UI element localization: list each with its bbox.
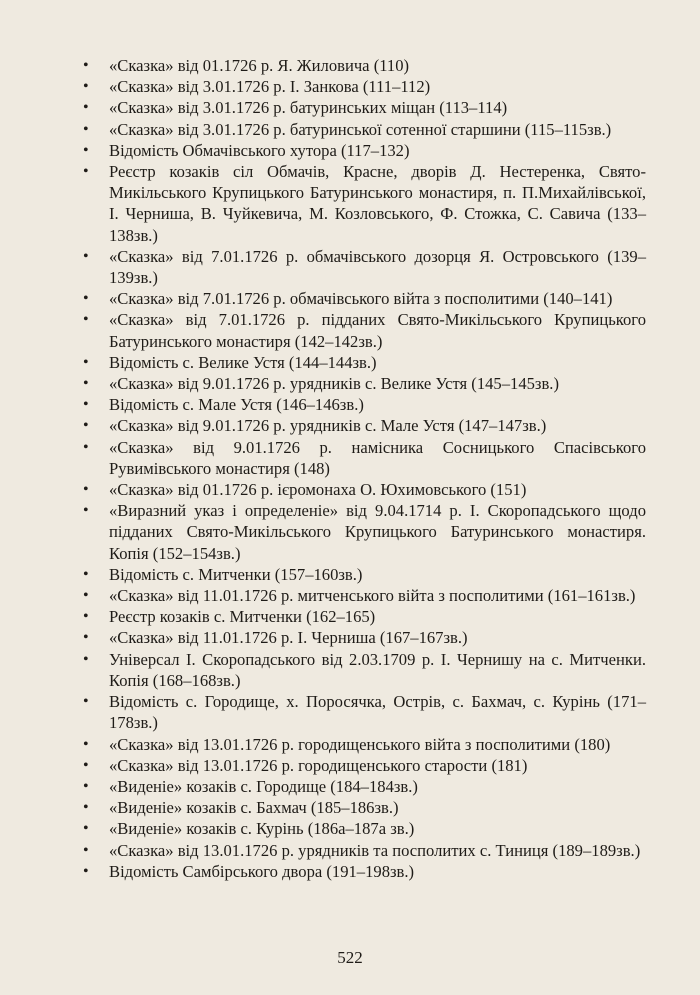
bullet-icon: • bbox=[83, 78, 89, 96]
entry-text: «Виразний указ і определеніе» від 9.04.1714 р. І. Скоропадського щодо підданих Свято-Микільського Крупицького Батуринського монастиря. Копія (152–154зв.) bbox=[109, 501, 646, 563]
entry-text: Реєстр козаків сіл Обмачів, Красне, дворів Д. Нестеренка, Свято-Микільського Крупицького Батуринського монастиря, п. П.Михайлівської, І. Черниша, В. Чуйкевича, М. Козловського, Ф. Стожка, С. Савича (133–138зв.) bbox=[109, 162, 646, 245]
entry-text: Відомість с. Мале Устя (146–146зв.) bbox=[109, 395, 364, 415]
entry-text: «Сказка» від 13.01.1726 р. городищенського війта з посполитими (180) bbox=[109, 734, 611, 754]
entry-text: «Сказка» від 3.01.1726 р. батуринських міщан (113–114) bbox=[109, 98, 508, 118]
list-item bbox=[0, 776, 700, 797]
bullet-icon: • bbox=[83, 502, 89, 520]
bullet-icon: • bbox=[83, 163, 89, 181]
entry-text: «Сказка» від 3.01.1726 р. І. Занкова (111–112) bbox=[109, 77, 431, 97]
list-item bbox=[0, 564, 700, 585]
list-item bbox=[0, 97, 700, 118]
page-number: 522 bbox=[337, 948, 363, 967]
bullet-icon: • bbox=[83, 693, 89, 711]
bullet-icon: • bbox=[83, 375, 89, 393]
bullet-icon: • bbox=[83, 777, 89, 795]
list-item bbox=[0, 861, 700, 882]
list-item bbox=[0, 691, 700, 733]
list-item bbox=[0, 394, 700, 415]
list-item bbox=[0, 288, 700, 309]
bullet-icon: • bbox=[83, 99, 89, 117]
bullet-icon: • bbox=[83, 120, 89, 138]
bullet-icon: • bbox=[83, 481, 89, 499]
bullet-icon: • bbox=[83, 650, 89, 668]
list-item bbox=[0, 161, 700, 246]
list-item bbox=[0, 352, 700, 373]
bullet-icon: • bbox=[83, 608, 89, 626]
bullet-icon: • bbox=[83, 756, 89, 774]
list-item bbox=[0, 373, 700, 394]
list-item bbox=[0, 140, 700, 161]
entry-text: Універсал І. Скоропадського від 2.03.1709 р. І. Чернишу на с. Митченки. Копія (168–168зв.) bbox=[109, 649, 646, 690]
list-item bbox=[0, 309, 700, 351]
entry-text: Відомість Самбірського двора (191–198зв.) bbox=[109, 861, 415, 881]
bullet-icon: • bbox=[83, 841, 89, 859]
list-item bbox=[0, 500, 700, 564]
list-item bbox=[0, 627, 700, 648]
entry-text: «Виденіе» козаків с. Городище (184–184зв.) bbox=[109, 776, 418, 796]
entry-text: «Сказка» від 7.01.1726 р. підданих Свято-Микільського Крупицького Батуринського монастиря (142–142зв.) bbox=[109, 310, 646, 351]
bullet-icon: • bbox=[83, 141, 89, 159]
bullet-icon: • bbox=[83, 247, 89, 265]
entry-text: «Виденіе» козаків с. Бахмач (185–186зв.) bbox=[109, 798, 399, 818]
bullet-icon: • bbox=[83, 417, 89, 435]
list-item bbox=[0, 797, 700, 818]
entry-text: «Сказка» від 7.01.1726 р. обмачівського дозорця Я. Островського (139–139зв.) bbox=[109, 246, 646, 288]
bullet-icon: • bbox=[83, 820, 89, 838]
entry-text: «Сказка» від 13.01.1726 р. урядників та посполитих с. Тиниця (189–189зв.) bbox=[109, 840, 641, 860]
bullet-icon: • bbox=[83, 438, 89, 456]
entry-text: «Виденіе» козаків с. Курінь (186а–187а зв.) bbox=[109, 819, 415, 839]
list-item bbox=[0, 119, 700, 140]
bullet-icon: • bbox=[83, 587, 89, 605]
entry-text: «Сказка» від 9.01.1726 р. урядників с. Велике Устя (145–145зв.) bbox=[109, 374, 559, 394]
bullet-icon: • bbox=[83, 799, 89, 817]
list-item bbox=[0, 606, 700, 627]
bullet-icon: • bbox=[83, 290, 89, 308]
bullet-icon: • bbox=[83, 353, 89, 371]
entry-text: «Сказка» від 01.1726 р. Я. Жиловича (110) bbox=[109, 56, 410, 75]
archive-entry-list bbox=[0, 55, 700, 882]
bullet-icon: • bbox=[83, 629, 89, 647]
list-item bbox=[0, 76, 700, 97]
entry-text: «Сказка» від 11.01.1726 р. митченського війта з посполитими (161–161зв.) bbox=[109, 586, 636, 606]
list-item bbox=[0, 649, 700, 691]
bullet-icon: • bbox=[83, 735, 89, 753]
list-item bbox=[0, 734, 700, 755]
entry-text: Відомість с. Митченки (157–160зв.) bbox=[109, 564, 363, 584]
list-item bbox=[0, 415, 700, 436]
list-item bbox=[0, 479, 700, 500]
entry-text: Відомість с. Городище, х. Поросячка, Острів, с. Бахмач, с. Курінь (171–178зв.) bbox=[109, 692, 646, 733]
entry-text: «Сказка» від 13.01.1726 р. городищенського старости (181) bbox=[109, 755, 528, 775]
list-item bbox=[0, 55, 700, 76]
entry-text: «Сказка» від 7.01.1726 р. обмачівського війта з посполитими (140–141) bbox=[109, 289, 613, 309]
list-item bbox=[0, 818, 700, 839]
list-item bbox=[0, 585, 700, 606]
bullet-icon: • bbox=[83, 862, 89, 880]
bullet-icon: • bbox=[83, 396, 89, 414]
entry-text: «Сказка» від 11.01.1726 р. І. Черниша (167–167зв.) bbox=[109, 628, 468, 648]
list-item bbox=[0, 246, 700, 288]
bullet-icon: • bbox=[83, 565, 89, 583]
entry-text: Відомість с. Велике Устя (144–144зв.) bbox=[109, 352, 377, 372]
entry-text: «Сказка» від 9.01.1726 р. намісника Сосницького Спасівського Рувимівського монастиря (148) bbox=[109, 437, 646, 478]
list-item bbox=[0, 840, 700, 861]
entry-text: Відомість Обмачівського хутора (117–132) bbox=[109, 140, 410, 160]
list-item bbox=[0, 755, 700, 776]
entry-text: Реєстр козаків с. Митченки (162–165) bbox=[109, 607, 376, 627]
bullet-icon: • bbox=[83, 311, 89, 329]
entry-text: «Сказка» від 01.1726 р. ієромонаха О. Юхимовського (151) bbox=[109, 480, 527, 500]
entry-text: «Сказка» від 9.01.1726 р. урядників с. Мале Устя (147–147зв.) bbox=[109, 416, 547, 436]
list-item bbox=[0, 437, 700, 479]
bullet-icon: • bbox=[83, 57, 89, 74]
entry-text: «Сказка» від 3.01.1726 р. батуринської сотенної старшини (115–115зв.) bbox=[109, 119, 612, 139]
